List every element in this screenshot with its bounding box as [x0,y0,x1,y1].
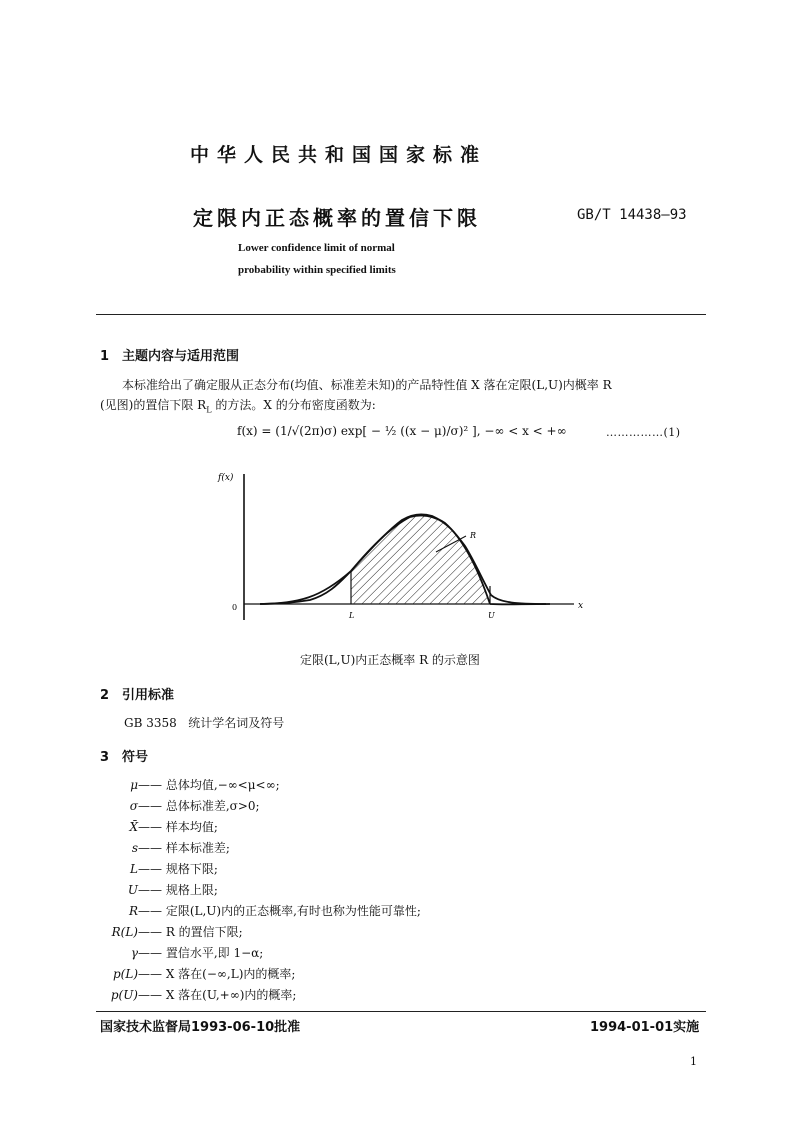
symbol-row [90,818,650,839]
density-formula: f(x) = (1/√(2π)σ) exp[ − ½ ((x − μ)/σ)² ], −∞ < x < +∞ [237,424,567,438]
national-standard-heading: 中华人民共和国国家标准 [190,144,488,166]
y-axis-label: f(x) [218,473,234,483]
section-1-paragraph-line2 [100,395,376,420]
para-line2-subscript: L [206,405,212,415]
page-number: 1 [690,1055,697,1068]
symbol-row [90,839,650,860]
region-label: R [470,531,477,540]
header-divider [96,314,706,315]
symbol-row [90,986,650,1007]
symbol-row [90,797,650,818]
symbol-description: —— 总体均值,−∞<μ<∞; [138,778,280,792]
x-axis-label: x [578,601,584,611]
symbol-key: p(U) [110,988,138,1002]
footer-divider [96,1011,706,1012]
symbol-description: —— 样本均值; [138,820,218,834]
symbol-row [90,944,650,965]
symbol-row [90,923,650,944]
symbol-key: p(L) [112,967,138,981]
implementation-date: 1994-01-01实施 [590,1020,700,1035]
document-title: 定限内正态概率的置信下限 [193,206,481,230]
symbol-row [90,860,650,881]
english-title-line1: Lower confidence limit of normal [238,242,395,254]
symbol-description: —— 规格下限; [138,862,218,876]
symbol-list [90,776,650,1007]
normal-probability-figure [200,460,600,640]
upper-limit-label: U [488,611,495,620]
symbol-key: X̄ [129,820,138,834]
section-2-heading [100,684,174,703]
symbol-key: U [127,883,138,897]
symbol-description: —— 置信水平,即 1−α; [138,946,264,960]
symbol-key: γ [130,946,138,960]
english-title-line2: probability within specified limits [238,264,396,276]
para-line2-tail: 的方法。X 的分布密度函数为: [211,398,376,412]
section-3-title: 符号 [122,750,149,765]
symbol-description: —— X 落在(−∞,L)内的概率; [138,967,296,981]
symbol-description: —— 总体标准差,σ>0; [138,799,260,813]
symbol-description: —— 定限(L,U)内的正态概率,有时也称为性能可靠性; [138,904,421,918]
probability-region-r [351,515,490,604]
reference-standard: GB 3358 统计学名词及符号 [124,716,285,730]
symbol-key: s [131,841,138,855]
lower-limit-label: L [349,611,355,620]
symbol-row [90,902,650,923]
section-3-number: 3 [100,750,110,765]
symbol-description: —— 样本标准差; [138,841,230,855]
symbol-key: σ [129,799,138,813]
symbol-key: L [130,862,138,876]
figure-caption: 定限(L,U)内正态概率 R 的示意图 [300,653,480,667]
section-3-heading [100,746,148,765]
symbol-key: R [128,904,138,918]
section-2-number: 2 [100,688,110,703]
symbol-description: —— 规格上限; [138,883,218,897]
symbol-description: —— X 落在(U,+∞)内的概率; [138,988,297,1002]
section-1-number: 1 [100,349,110,364]
origin-label: 0 [232,603,238,612]
symbol-key: μ [130,778,138,792]
symbol-description: —— R 的置信下限; [138,925,243,939]
symbol-row [90,965,650,986]
section-1-paragraph-line1: 本标准给出了确定服从正态分布(均值、标准差未知)的产品特性值 X 落在定限(L,U)内概率 R [122,378,612,392]
section-1-heading [100,345,239,364]
section-1-title: 主题内容与适用范围 [122,349,240,364]
standard-number: GB/T 14438—93 [577,207,687,223]
symbol-row [90,776,650,797]
approval-date: 国家技术监督局1993-06-10批准 [100,1020,301,1035]
para-line2-text: (见图)的置信下限 R [100,398,207,412]
section-2-title: 引用标准 [122,688,175,703]
symbol-row [90,881,650,902]
symbol-key: R(L) [111,925,138,939]
formula-number: ……………(1) [606,426,681,439]
